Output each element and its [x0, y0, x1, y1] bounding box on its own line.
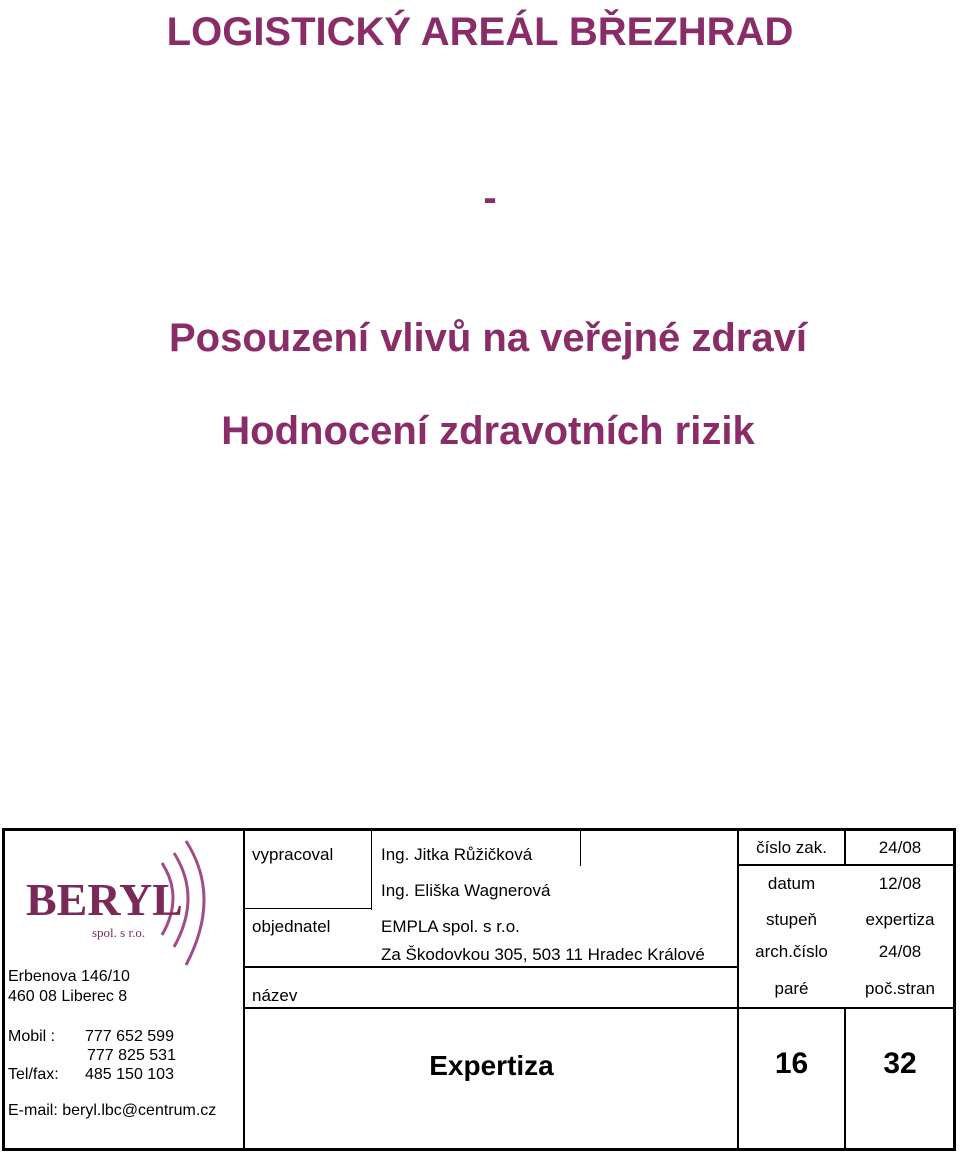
- divider: [243, 908, 372, 909]
- telfax-label: Tel/fax:: [8, 1066, 59, 1083]
- divider: [243, 966, 738, 968]
- author-1: Ing. Jitka Růžičková: [381, 845, 533, 864]
- arch-cislo-value: 24/08: [878, 942, 922, 961]
- client-name: EMPLA spol. s r.o.: [381, 917, 520, 936]
- title-separator: -: [483, 176, 497, 220]
- mobile-number-2: 777 825 531: [87, 1047, 176, 1064]
- divider: [737, 864, 956, 866]
- company-address-line2: 460 08 Liberec 8: [8, 988, 128, 1005]
- stupen-value: expertiza: [865, 910, 935, 929]
- datum-value: 12/08: [878, 874, 922, 893]
- pare-label: paré: [774, 979, 809, 998]
- divider: [243, 828, 245, 1151]
- document-subtitle-secondary: Hodnocení zdravotních rizik: [221, 409, 755, 453]
- divider: [243, 1007, 956, 1009]
- poc-stran-value: 32: [883, 1047, 917, 1080]
- vypracoval-label: vypracoval: [252, 845, 334, 864]
- pare-value: 16: [774, 1047, 809, 1080]
- company-address-line1: Erbenova 146/10: [8, 968, 130, 985]
- mobile-label: Mobil :: [8, 1028, 56, 1045]
- document-name: Expertiza: [429, 1050, 554, 1081]
- datum-label: datum: [767, 874, 816, 893]
- arch-cislo-label: arch.číslo: [755, 942, 828, 961]
- company-email: E-mail: beryl.lbc@centrum.cz: [8, 1102, 217, 1119]
- beryl-logo: [22, 835, 222, 975]
- document-subtitle: Posouzení vlivů na veřejné zdraví: [168, 316, 807, 360]
- stupen-label: stupeň: [765, 910, 818, 929]
- telfax-number: 485 150 103: [85, 1066, 174, 1083]
- nazev-label: název: [252, 986, 298, 1005]
- divider: [580, 828, 581, 866]
- mobile-number-1: 777 652 599: [85, 1028, 174, 1045]
- logo-wordmark: BERYL: [26, 874, 183, 925]
- client-address: Za Škodovkou 305, 503 11 Hradec Králové: [381, 945, 705, 964]
- author-2: Ing. Eliška Wagnerová: [381, 881, 551, 900]
- cislo-zak-value: 24/08: [878, 838, 922, 857]
- poc-stran-label: poč.stran: [865, 979, 935, 998]
- document-title: LOGISTICKÝ AREÁL BŘEZHRAD: [166, 10, 794, 54]
- cislo-zak-label: číslo zak.: [756, 838, 827, 857]
- logo-subtext: spol. s r.o.: [92, 925, 146, 940]
- divider: [371, 828, 372, 910]
- objednatel-label: objednatel: [252, 917, 331, 936]
